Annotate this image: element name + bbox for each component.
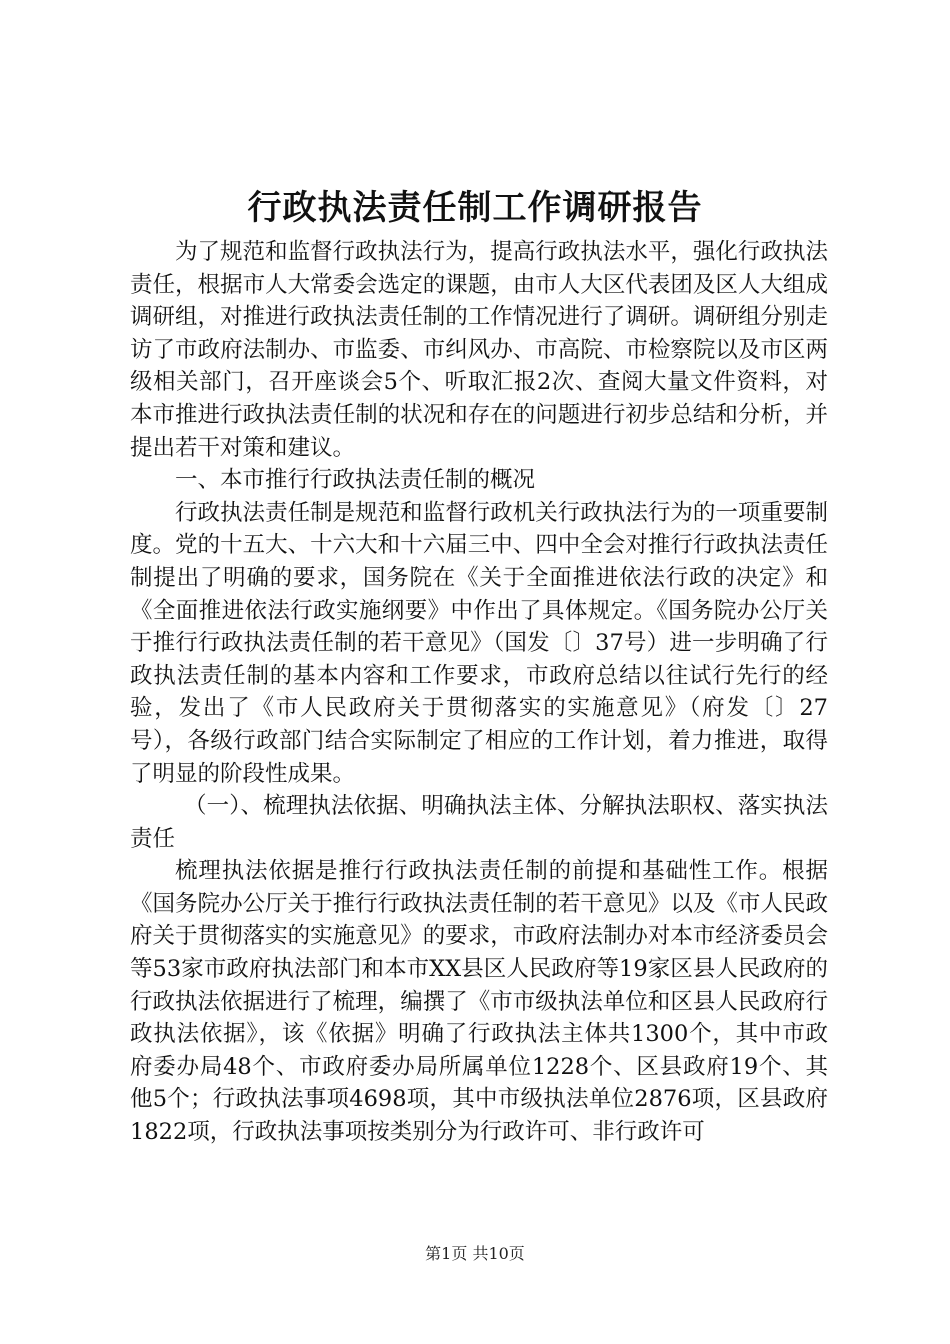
paragraph-overview: 行政执法责任制是规范和监督行政机关行政执法行为的一项重要制度。党的十五大、十六大和十六届三中、四中全会对推行行政执法责任制提出了明确的要求，国务院在《关于全面推进依法行政的决定》和《全面推进依法行政实施纲要》中作出了具体规定。《国务院办公厅关于推行行政执法责任制的若干意见》（国发〔〕37号）进一步明确了行政执法责任制的基本内容和工作要求，市政府总结以往试行先行的经验，发出了《市人民政府关于贯彻落实的实施意见》（府发〔〕27号），各级行政部门结合实际制定了相应的工作计划，着力推进，取得了明显的阶段性成果。	[130, 499, 828, 787]
document-title: 行政执法责任制工作调研报告	[247, 188, 703, 228]
paragraph-basis: 梳理执法依据是推行行政执法责任制的前提和基础性工作。根据《国务院办公厅关于推行行政执法责任制的若干意见》以及《市人民政府关于贯彻落实的实施意见》的要求，市政府法制办对本市经济委员会等53家市政府执法部门和本市XX县区人民政府等19家区县人民政府的行政执法依据进行了梳理，编撰了《市市级执法单位和区县人民政府行政执法依据》，该《依据》明确了行政执法主体共1300个，其中市政府委办局48个、市政府委办局所属单位1228个、区县政府19个、其他5个；行政执法事项4698项，其中市级执法单位2876项，区县政府1822项，行政执法事项按类别分为行政许可、非行政许可	[130, 858, 828, 1146]
section-heading-1: 一、本市推行行政执法责任制的概况	[175, 467, 536, 494]
paragraph-intro: 为了规范和监督行政执法行为，提高行政执法水平，强化行政执法责任，根据市人大常委会选定的课题，由市人大区代表团及区人大组成调研组，对推进行政执法责任制的工作情况进行了调研。调研组分别走访了市政府法制办、市监委、市纠风办、市高院、市检察院以及市区两级相关部门，召开座谈会5个、听取汇报2次、查阅大量文件资料，对本市推进行政执法责任制的状况和存在的问题进行初步总结和分析，并提出若干对策和建议。	[130, 239, 828, 461]
page-footer: 第1页 共10页	[425, 1244, 525, 1263]
subsection-heading-1: （一）、梳理执法依据、明确执法主体、分解执法职权、落实执法责任	[130, 793, 828, 852]
document-body	[130, 236, 828, 1149]
